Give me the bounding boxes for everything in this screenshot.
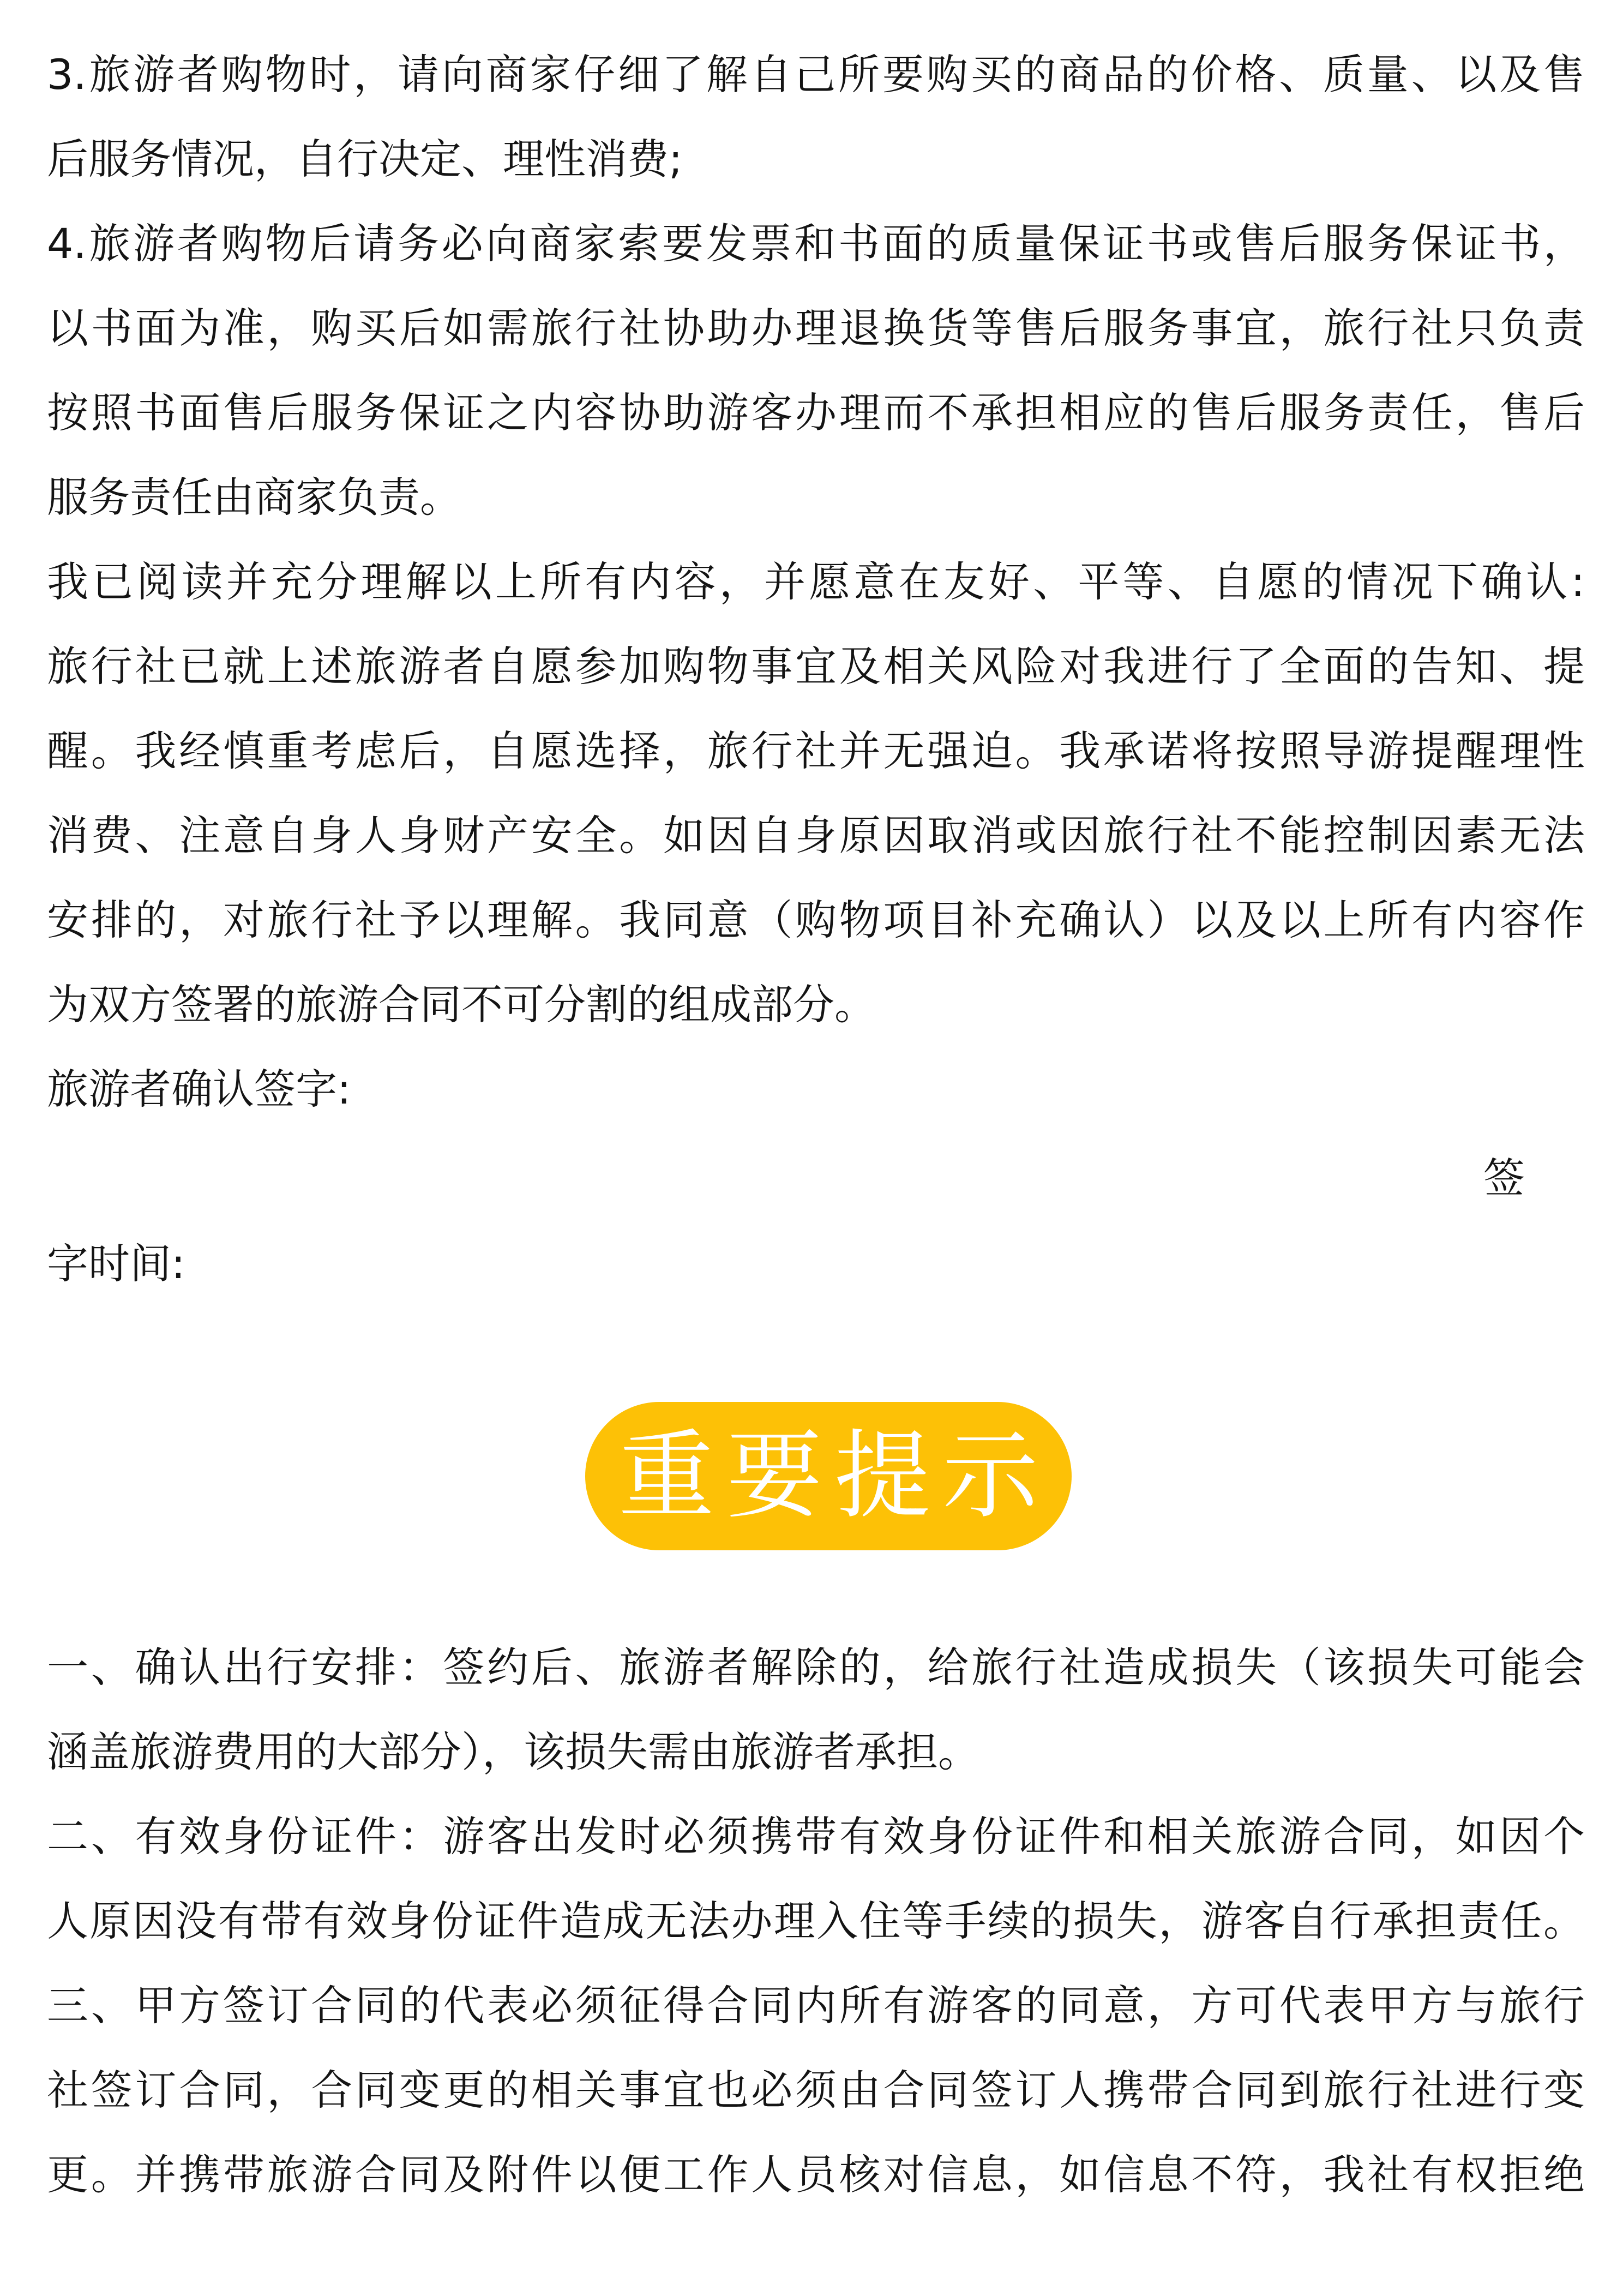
- confirmation-line: 我已阅读并充分理解以上所有内容，并愿意在友好、平等、自愿的情况下确认:: [47, 557, 1585, 606]
- tourist-signature-label: 旅游者确认签字:: [47, 1065, 351, 1113]
- confirmation-line: 旅行社已就上述旅游者自愿参加购物事宜及相关风险对我进行了全面的告知、提: [47, 642, 1585, 691]
- notice-line: 人原因没有带有效身份证件造成无法办理入住等手续的损失，游客自行承担责任。: [47, 1897, 1585, 1945]
- shopping-term-line: 4.旅游者购物后请务必向商家索要发票和书面的质量保证书或售后服务保证书，: [47, 219, 1585, 268]
- important-notice-badge: [585, 1402, 1072, 1550]
- confirmation-line: 安排的，对旅行社予以理解。我同意（购物项目补充确认）以及以上所有内容作: [47, 896, 1585, 944]
- important-notice-title: 重要提示: [618, 1420, 1050, 1532]
- shopping-term-line: 后服务情况，自行决定、理性消费;: [47, 135, 683, 183]
- notice-line: 更。并携带旅游合同及附件以便工作人员核对信息，如信息不符，我社有权拒绝: [47, 2150, 1585, 2199]
- shopping-term-line: 按照书面售后服务保证之内容协助游客办理而不承担相应的售后服务责任，售后: [47, 388, 1585, 437]
- shopping-term-line: 以书面为准，购买后如需旅行社协助办理退换货等售后服务事宜，旅行社只负责: [47, 304, 1585, 352]
- shopping-term-line: 3.旅游者购物时，请向商家仔细了解自己所要购买的商品的价格、质量、以及售: [47, 50, 1585, 99]
- notice-line: 二、有效身份证件：游客出发时必须携带有效身份证件和相关旅游合同，如因个: [47, 1812, 1585, 1861]
- signature-time-label-start: 签: [1483, 1154, 1525, 1202]
- confirmation-line: 为双方签署的旅游合同不可分割的组成部分。: [47, 980, 876, 1029]
- notice-line: 三、甲方签订合同的代表必须征得合同内所有游客的同意，方可代表甲方与旅行: [47, 1981, 1585, 2030]
- confirmation-line: 消费、注意自身人身财产安全。如因自身原因取消或因旅行社不能控制因素无法: [47, 811, 1585, 860]
- notice-line: 一、确认出行安排：签约后、旅游者解除的，给旅行社造成损失（该损失可能会: [47, 1643, 1585, 1692]
- confirmation-line: 醒。我经慎重考虑后，自愿选择，旅行社并无强迫。我承诺将按照导游提醒理性: [47, 727, 1585, 775]
- notice-line: 涵盖旅游费用的大部分），该损失需由旅游者承担。: [47, 1728, 979, 1776]
- notice-line: 社签订合同，合同变更的相关事宜也必须由合同签订人携带合同到旅行社进行变: [47, 2066, 1585, 2114]
- shopping-term-line: 服务责任由商家负责。: [47, 473, 461, 521]
- signature-time-label: 字时间:: [47, 1239, 185, 1288]
